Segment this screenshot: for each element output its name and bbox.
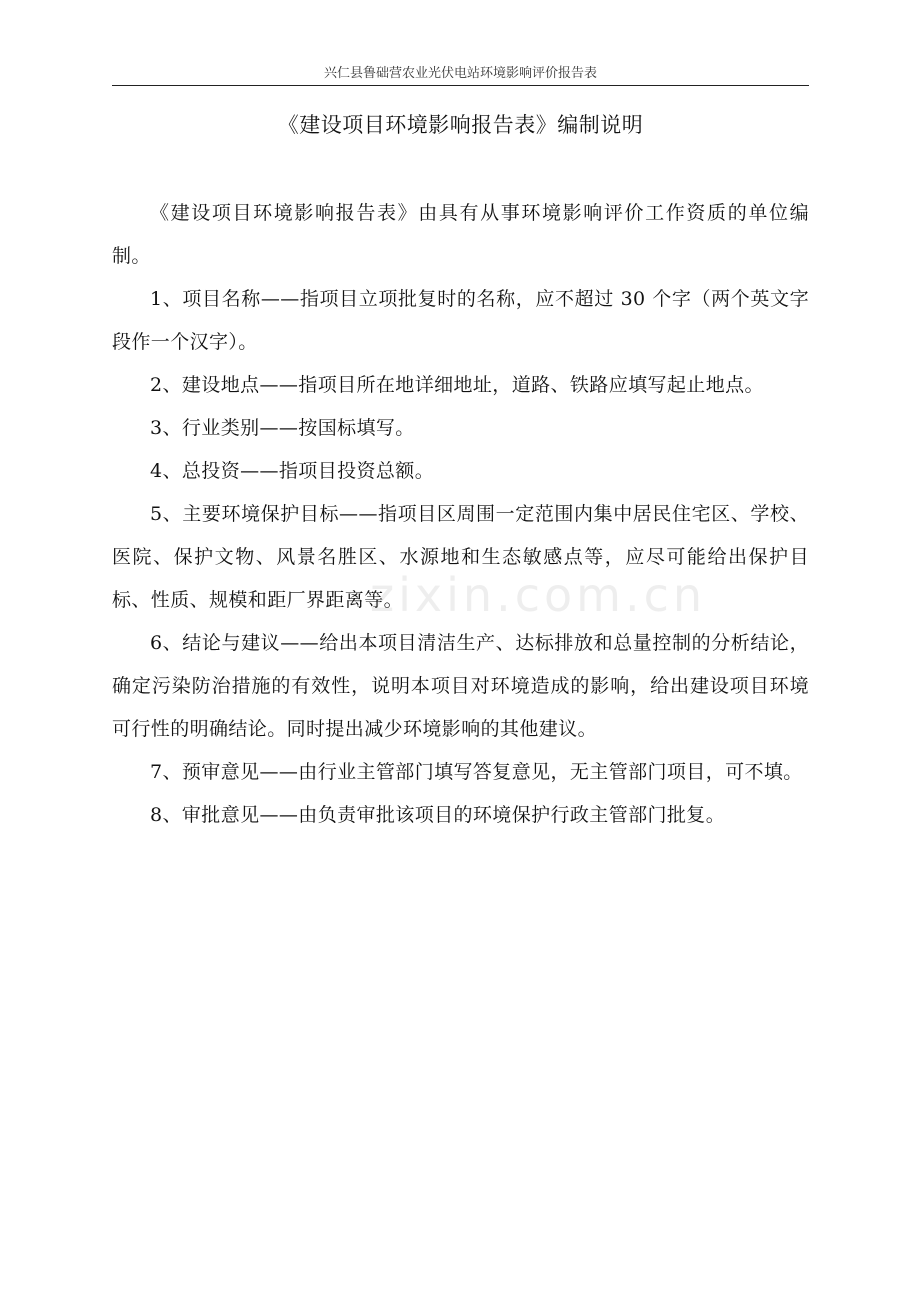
paragraph-item-3: 3、行业类别——按国标填写。	[150, 417, 415, 439]
paragraph-item-7: 7、预审意见——由行业主管部门填写答复意见，无主管部门项目，可不填。	[150, 761, 803, 783]
document-body	[112, 192, 809, 837]
paragraph-item-6: 6、结论与建议——给出本项目清洁生产、达标排放和总量控制的分析结论，确定污染防治措施的有效性，说明本项目对环境造成的影响，给出建设项目环境可行性的明确结论。同时提出减少环境影响的其他建议。	[112, 632, 809, 740]
paragraph-item-2: 2、建设地点——指项目所在地详细地址，道路、铁路应填写起止地点。	[150, 374, 764, 396]
paragraph-item-4: 4、总投资——指项目投资总额。	[150, 460, 435, 482]
paragraph-item-8: 8、审批意见——由负责审批该项目的环境保护行政主管部门批复。	[150, 804, 726, 826]
paragraph-item-1: 1、项目名称——指项目立项批复时的名称，应不超过 30 个字（两个英文字段作一个汉字）。	[112, 288, 809, 353]
document-title: 《建设项目环境影响报告表》编制说明	[277, 113, 644, 137]
running-title: 兴仁县鲁础营农业光伏电站环境影响评价报告表	[323, 66, 597, 81]
paragraph-item-5: 5、主要环境保护目标——指项目区周围一定范围内集中居民住宅区、学校、医院、保护文物、风景名胜区、水源地和生态敏感点等，应尽可能给出保护目标、性质、规模和距厂界距离等。	[112, 503, 809, 611]
watermark: zixin.com.cn	[370, 568, 707, 622]
paragraph-intro: 《建设项目环境影响报告表》由具有从事环境影响评价工作资质的单位编制。	[112, 202, 809, 267]
page-header	[112, 64, 809, 86]
